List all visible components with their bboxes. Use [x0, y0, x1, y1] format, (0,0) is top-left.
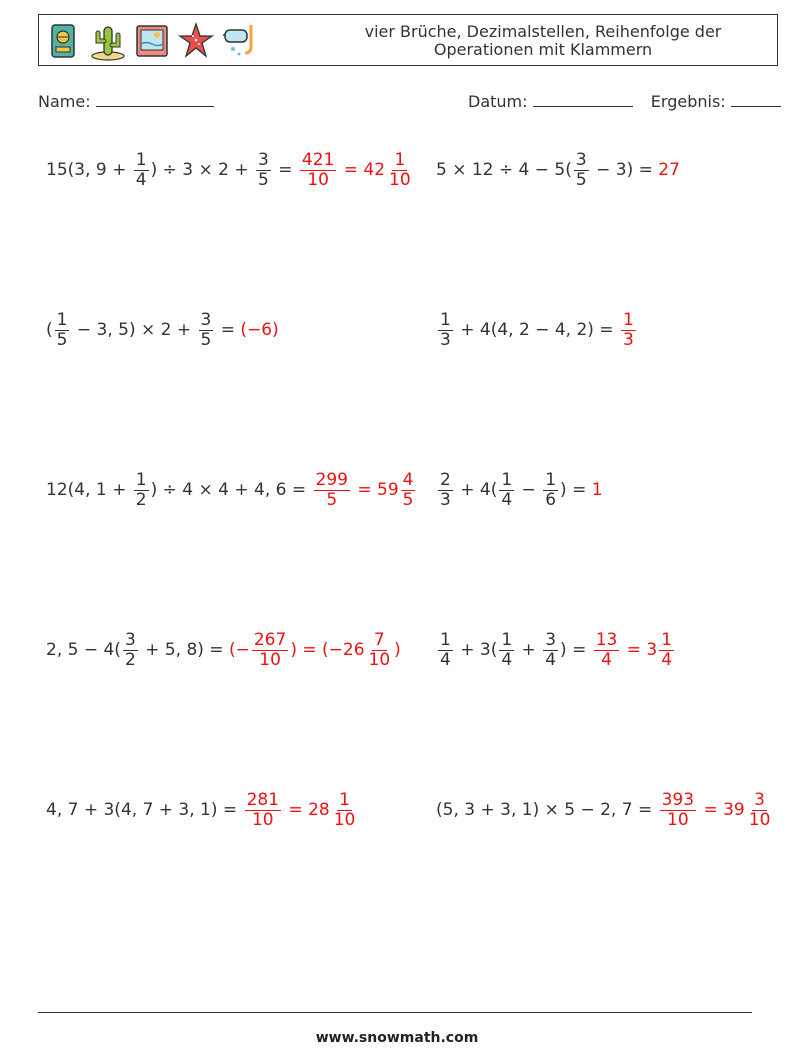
icon-strip: [45, 21, 259, 61]
fraction-denominator: 3: [440, 329, 451, 350]
expr-text: = 59: [351, 480, 399, 500]
fraction: [134, 471, 149, 509]
fraction-numerator: 3: [545, 629, 557, 650]
problem-9: [46, 780, 359, 840]
expr-text: = 3: [621, 640, 658, 660]
fraction: [543, 471, 558, 509]
expr-text: (−: [228, 640, 250, 660]
worksheet-title: [323, 23, 763, 59]
problem-answer: [592, 631, 676, 669]
expr-text: ) = (−26: [290, 640, 365, 660]
problem-5: [46, 460, 417, 520]
problem-question: [46, 631, 229, 669]
expr-text: =: [215, 320, 241, 340]
problem-question: [46, 471, 312, 509]
result-blank[interactable]: [731, 92, 781, 107]
fraction-denominator: 2: [124, 649, 136, 670]
fraction-denominator: 4: [440, 649, 451, 670]
problem-3: [46, 300, 279, 360]
snorkel-mask-icon: [221, 21, 259, 61]
fraction: [55, 311, 70, 349]
fraction-denominator: 5: [402, 489, 414, 510]
fraction-numerator: 1: [501, 469, 513, 490]
expr-text: + 4(: [454, 480, 498, 500]
fraction-denominator: 10: [333, 809, 356, 830]
problem-answer: [312, 471, 418, 509]
fraction: [387, 151, 413, 189]
expr-text: ) ÷ 4 × 4 + 4, 6 =: [150, 480, 312, 500]
fraction: [256, 151, 271, 189]
expr-text: 27: [658, 160, 680, 180]
fraction: [499, 471, 514, 509]
problem-10: [436, 780, 774, 840]
fraction-denominator: 4: [661, 649, 673, 670]
expr-text: + 4(4, 2 − 4, 2) =: [454, 320, 619, 340]
expr-text: = 28: [283, 800, 330, 820]
fraction-numerator: 393: [661, 789, 695, 810]
fraction-numerator: 7: [373, 629, 385, 650]
expr-text: − 3) =: [590, 160, 659, 180]
problem-question: [46, 800, 243, 820]
fraction: [252, 631, 288, 669]
fraction-denominator: 5: [56, 329, 68, 350]
fraction-denominator: 10: [748, 809, 771, 830]
problem-1: [46, 140, 415, 200]
fraction-denominator: 5: [258, 169, 269, 190]
fraction-numerator: 299: [315, 469, 348, 490]
fraction-denominator: 4: [501, 489, 513, 510]
result-label: Ergebnis:: [650, 92, 726, 111]
date-label: Datum:: [468, 92, 528, 111]
fraction-numerator: 1: [440, 309, 451, 330]
title-line-2: Operationen mit Klammern: [433, 40, 653, 59]
problem-7: [46, 620, 401, 680]
fraction-denominator: 10: [368, 649, 391, 670]
fraction: [401, 471, 416, 509]
fraction-numerator: 4: [402, 469, 414, 490]
fraction: [438, 311, 453, 349]
problem-answer: [229, 631, 401, 669]
fraction: [574, 151, 589, 189]
fraction-numerator: 3: [258, 149, 269, 170]
problem-answer: [240, 320, 278, 340]
fraction-numerator: 3: [575, 149, 587, 170]
expr-text: 4, 7 + 3(4, 7 + 3, 1) =: [46, 800, 243, 820]
fraction-denominator: 10: [259, 649, 281, 670]
fraction-denominator: 3: [440, 489, 451, 510]
fraction: [123, 631, 138, 669]
fraction-numerator: 3: [754, 789, 765, 810]
expr-text: 12(4, 1 +: [46, 480, 132, 500]
fraction-denominator: 10: [389, 169, 411, 190]
expr-text: 1: [591, 480, 603, 500]
fraction-numerator: 267: [253, 629, 287, 650]
footer-url: www.snowmath.com: [315, 1030, 479, 1046]
problem-answer: [243, 791, 360, 829]
fraction: [438, 471, 453, 509]
problem-4: [436, 300, 638, 360]
fraction-numerator: 3: [124, 629, 136, 650]
fraction: [438, 631, 453, 669]
problem-8: [436, 620, 676, 680]
fraction: [499, 631, 514, 669]
expr-text: ) ÷ 3 × 2 +: [150, 160, 255, 180]
fraction-denominator: 3: [622, 329, 634, 350]
fraction: [621, 311, 636, 349]
fraction-numerator: 1: [622, 309, 634, 330]
expr-text: 5 × 12 ÷ 4 − 5(: [436, 160, 572, 180]
expr-text: ) =: [560, 640, 592, 660]
fraction: [747, 791, 773, 829]
expr-text: −: [516, 480, 542, 500]
problem-question: [436, 151, 658, 189]
fraction-denominator: 4: [601, 649, 612, 670]
starfish-icon: [177, 21, 215, 61]
worksheet-header: [38, 14, 778, 66]
date-blank[interactable]: [533, 92, 633, 107]
fraction-numerator: 1: [501, 629, 513, 650]
footer-divider: [38, 1012, 752, 1013]
problem-question: [46, 151, 298, 189]
problem-2: [436, 140, 680, 200]
fraction-denominator: 6: [545, 489, 557, 510]
fraction: [199, 311, 214, 349]
fraction-numerator: 1: [394, 149, 406, 170]
fraction-numerator: 3: [200, 309, 212, 330]
fraction-numerator: 1: [661, 629, 673, 650]
expr-text: (: [46, 320, 53, 340]
problem-question: [436, 311, 619, 349]
fraction-denominator: 5: [200, 329, 212, 350]
fraction-denominator: 2: [135, 489, 147, 510]
problem-question: [436, 631, 592, 669]
fraction-numerator: 1: [440, 629, 451, 650]
problem-question: [436, 800, 658, 820]
problem-question: [46, 311, 240, 349]
fraction-denominator: 10: [251, 809, 274, 830]
fraction-numerator: 1: [135, 149, 147, 170]
cactus-icon: [89, 21, 127, 61]
problem-6: [436, 460, 603, 520]
fraction-numerator: 281: [246, 789, 280, 810]
problem-answer: [298, 151, 415, 189]
fraction-numerator: 1: [56, 309, 68, 330]
fraction: [314, 471, 350, 509]
fraction: [659, 631, 674, 669]
fraction: [594, 631, 620, 669]
problem-answer: [592, 480, 603, 500]
expr-text: +: [516, 640, 542, 660]
fraction-numerator: 1: [339, 789, 350, 810]
expr-text: (5, 3 + 3, 1) × 5 − 2, 7 =: [436, 800, 658, 820]
fraction-numerator: 1: [135, 469, 147, 490]
expr-text: (−6): [240, 320, 279, 340]
expr-text: + 3(: [454, 640, 498, 660]
fraction-numerator: 1: [545, 469, 557, 490]
title-line-1: vier Brüche, Dezimalstellen, Reihenfolge der: [364, 22, 722, 41]
name-field: [38, 92, 214, 111]
fraction: [245, 791, 281, 829]
problem-answer: [658, 160, 680, 180]
name-blank[interactable]: [96, 92, 214, 107]
problem-answer: [619, 311, 638, 349]
fraction-denominator: 5: [326, 489, 338, 510]
expr-text: − 3, 5) × 2 +: [71, 320, 197, 340]
expr-text: 2, 5 − 4(: [46, 640, 121, 660]
fraction-numerator: 2: [440, 469, 451, 490]
fraction: [134, 151, 149, 189]
fraction: [367, 631, 393, 669]
fraction-numerator: 13: [595, 629, 618, 650]
expr-text: ): [394, 640, 401, 660]
fraction-denominator: 4: [501, 649, 513, 670]
fraction-denominator: 4: [545, 649, 557, 670]
passport-icon: [45, 21, 83, 61]
fraction-denominator: 5: [575, 169, 587, 190]
problem-question: [436, 471, 592, 509]
fraction: [332, 791, 358, 829]
date-field: [468, 92, 781, 111]
expr-text: ) =: [560, 480, 592, 500]
expr-text: 15(3, 9 +: [46, 160, 132, 180]
fraction: [660, 791, 696, 829]
fraction-denominator: 10: [307, 169, 329, 190]
expr-text: = 39: [698, 800, 745, 820]
expr-text: = 42: [338, 160, 386, 180]
fraction-denominator: 4: [135, 169, 147, 190]
fraction-numerator: 421: [301, 149, 335, 170]
fraction: [300, 151, 336, 189]
postcard-icon: [133, 21, 171, 61]
name-label: Name:: [38, 92, 91, 111]
fraction: [543, 631, 558, 669]
problem-answer: [658, 791, 775, 829]
expr-text: =: [272, 160, 298, 180]
expr-text: + 5, 8) =: [139, 640, 229, 660]
fraction-denominator: 10: [667, 809, 689, 830]
